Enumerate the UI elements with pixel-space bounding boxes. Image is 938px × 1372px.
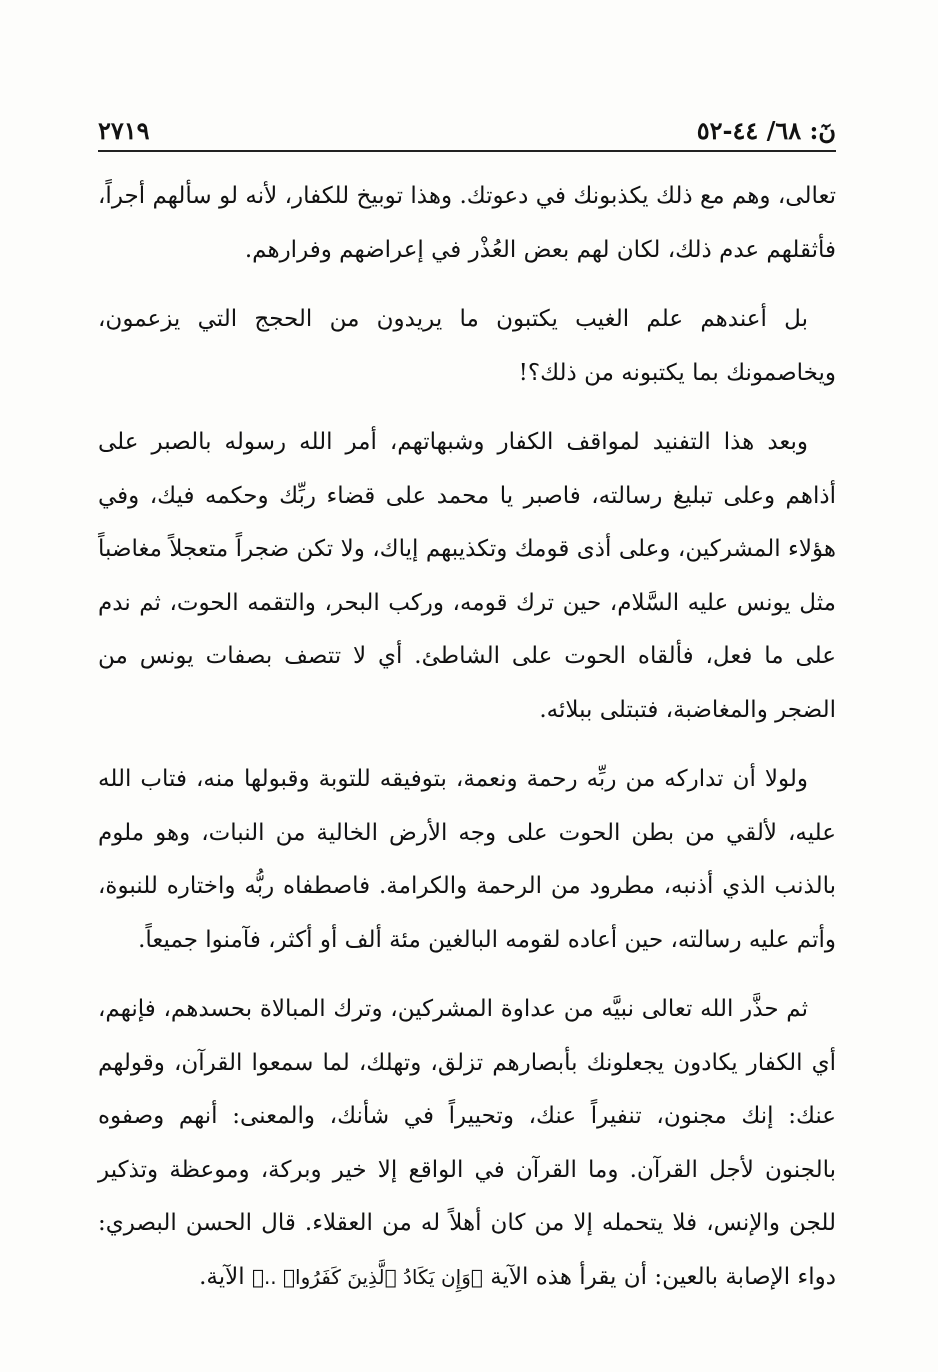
paragraph-2 [98, 293, 836, 400]
body-text [98, 170, 836, 1304]
paragraph-text: وبعد هذا التفنيد لمواقف الكفار وشبهاتهم، أمر الله رسوله بالصبر على أذاهم وعلى تبليغ رسالته، فاصبر يا محمد على قضاء ربِّك وحكمه فيك، وفي هؤلاء المشركين، وعلى أذى قومك وتكذيبهم إياك، ولا تكن ضجراً متعجلاً مغاضباً مثل يونس عليه السَّلام، حين ترك قومه، وركب البحر، والتقمه الحوت، ثم ندم على ما فعل، فألقاه الحوت على الشاطئ. أي لا تتصف بصفات يونس من الضجر والمغاضبة، فتبتلى ببلائه. [98, 429, 836, 723]
paragraph-tail: الآية. [199, 1263, 245, 1290]
paragraph-3 [98, 416, 836, 737]
header-divider [98, 150, 836, 152]
paragraph-text: ثم حذَّر الله تعالى نبيَّه من عداوة المشركين، وترك المبالاة بحسدهم، فإنهم، أي الكفار يكادون يجعلونك بأبصارهم تزلق، وتهلك، لما سمعوا القرآن، وقولهم عنك: إنك مجنون، تنفيراً عنك، وتحييراً في شأنك، والمعنى: أنهم وصفوه بالجنون لأجل القرآن. وما القرآن في الواقع إلا خير وبركة، وموعظة وتذكير للجن والإنس، فلا يتحمله إلا من كان أهلاً له من العقلاء. قال الحسن البصري: دواء الإصابة بالعين: أن يقرأ هذه الآية [98, 996, 836, 1290]
quran-verse-quote: ﴿وَإِن يَكَادُ ٱلَّذِينَ كَفَرُوا۟ ..﴾ [251, 1264, 483, 1289]
paragraph-text: تعالى، وهم مع ذلك يكذبونك في دعوتك. وهذا توبيخ للكفار، لأنه لو سألهم أجراً، فأثقلهم عدم ذلك، لكان لهم بعض العُذْر في إعراضهم وفرارهم. [98, 183, 836, 263]
surah-reference: نٓ: ٦٨/ ٤٤-٥٢ [696, 116, 836, 145]
page-header [98, 112, 836, 148]
page-number: ٢٧١٩ [98, 116, 150, 145]
paragraph-4 [98, 753, 836, 967]
paragraph-1 [98, 170, 836, 277]
paragraph-text: ولولا أن تداركه من ربِّه رحمة ونعمة، بتوفيقه للتوبة وقبولها منه، فتاب الله عليه، لألقي من بطن الحوت على وجه الأرض الخالية من النبات، وهو ملوم بالذنب الذي أذنبه، مطرود من الرحمة والكرامة. فاصطفاه ربُّه واختاره للنبوة، وأتم عليه رسالته، حين أعاده لقومه البالغين مئة ألف أو أكثر، فآمنوا جميعاً. [98, 766, 836, 953]
paragraph-text: بل أعندهم علم الغيب يكتبون ما يريدون من الحجج التي يزعمون، ويخاصمونك بما يكتبونه من ذلك؟! [98, 306, 836, 386]
paragraph-5 [98, 983, 836, 1304]
